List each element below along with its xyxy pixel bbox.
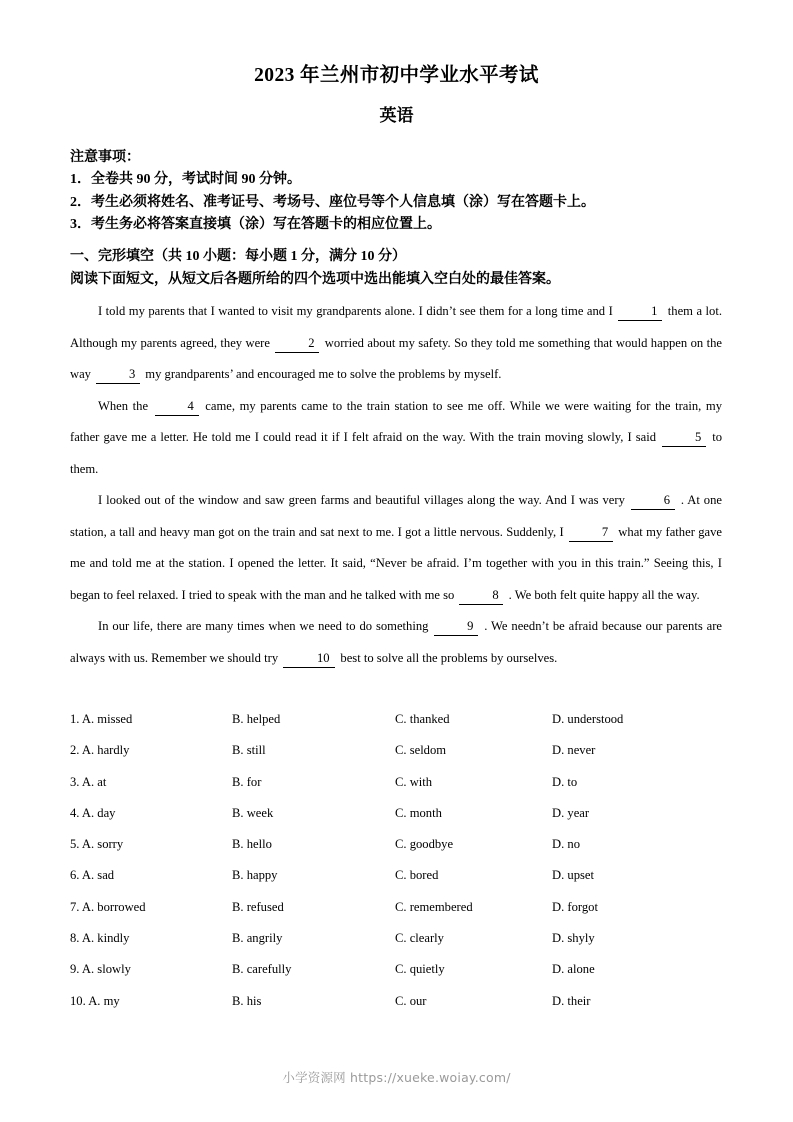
paragraph-1-text-4: my grandparents’ and encouraged me to solve the problems by myself. bbox=[142, 367, 502, 381]
option-choice-b[interactable]: B. happy bbox=[232, 868, 278, 883]
notice-item-3: 3．考生务必将答案直接填（涂）写在答题卡的相应位置上。 bbox=[70, 216, 441, 232]
option-choice-a[interactable]: 6. A. sad bbox=[70, 868, 115, 883]
option-choice-c[interactable]: C. our bbox=[395, 993, 427, 1008]
option-choice-b[interactable]: B. helped bbox=[232, 712, 281, 726]
option-choice-b[interactable]: B. angrily bbox=[232, 931, 283, 946]
option-choice-b[interactable]: B. hello bbox=[232, 837, 272, 852]
paragraph-2-text-2: came, my parents came to the train station to see me off. While we were waiting for the train, my father gave me a letter. He told me I could read it if I felt afraid on the way. With the train moving slowly, I said bbox=[70, 398, 722, 444]
option-choice-d[interactable]: D. year bbox=[552, 805, 590, 820]
answer-blank-1[interactable]: 1 bbox=[618, 303, 662, 321]
option-choice-a[interactable]: 4. A. day bbox=[70, 805, 116, 820]
option-choice-c[interactable]: C. goodbye bbox=[395, 837, 454, 852]
answer-blank-5[interactable]: 5 bbox=[662, 429, 706, 447]
option-choice-b[interactable]: B. refused bbox=[232, 899, 284, 914]
option-row bbox=[70, 829, 730, 860]
answer-blank-6[interactable]: 6 bbox=[631, 492, 675, 510]
option-row bbox=[70, 892, 730, 923]
option-row bbox=[70, 923, 730, 954]
paragraph-1-text-2: them a lot. Although my parents agreed, they were bbox=[70, 304, 722, 350]
answer-blank-4[interactable]: 4 bbox=[155, 398, 199, 416]
option-choice-a[interactable]: 9. A. slowly bbox=[70, 962, 131, 977]
section-heading: 一、完形填空（共 10 小题：每小题 1 分，满分 10 分） bbox=[70, 249, 406, 264]
cloze-passage bbox=[70, 296, 722, 674]
paragraph-1-text-3: worried about my safety. So they told me something that would happen on the way bbox=[70, 335, 722, 381]
section-instruction: 阅读下面短文，从短文后各题所给的四个选项中选出能填入空白处的最佳答案。 bbox=[70, 272, 560, 287]
notice-item-2: 2．考生必须将姓名、准考证号、考场号、座位号等个人信息填（涂）写在答题卡上。 bbox=[70, 194, 595, 210]
option-row bbox=[70, 986, 730, 1017]
option-choice-c[interactable]: C. seldom bbox=[395, 743, 447, 758]
page-title: 2023 年兰州市初中学业水平考试 bbox=[254, 65, 539, 86]
option-row bbox=[70, 798, 730, 829]
notice-block bbox=[70, 147, 730, 236]
option-choice-c[interactable]: C. month bbox=[395, 805, 442, 820]
option-choice-c[interactable]: C. with bbox=[395, 774, 433, 789]
option-row bbox=[70, 860, 730, 891]
notice-item-1: 1．全卷共 90 分，考试时间 90 分钟。 bbox=[70, 172, 301, 188]
paragraph-2-text-1: When the bbox=[98, 398, 153, 413]
option-choice-c[interactable]: C. clearly bbox=[395, 931, 444, 946]
option-choice-d[interactable]: D. never bbox=[552, 743, 596, 758]
paragraph-4-text-1: In our life, there are many times when we need to do something bbox=[98, 619, 433, 633]
option-choice-c[interactable]: C. bored bbox=[395, 868, 439, 883]
answer-blank-3[interactable]: 3 bbox=[96, 366, 140, 384]
option-choice-c[interactable]: C. remembered bbox=[395, 899, 473, 914]
answer-blank-9[interactable]: 9 bbox=[434, 618, 478, 636]
option-choice-a[interactable]: 7. A. borrowed bbox=[70, 899, 146, 914]
option-choice-b[interactable]: B. his bbox=[232, 993, 262, 1008]
option-row bbox=[70, 767, 730, 798]
option-choice-d[interactable]: D. shyly bbox=[552, 931, 595, 946]
passage-paragraph-2 bbox=[70, 391, 722, 486]
option-choice-a[interactable]: 5. A. sorry bbox=[70, 837, 124, 852]
option-choice-a[interactable]: 2. A. hardly bbox=[70, 743, 130, 758]
option-choice-d[interactable]: D. their bbox=[552, 993, 591, 1008]
paragraph-2-text-3: to them. bbox=[70, 430, 722, 476]
option-choice-b[interactable]: B. carefully bbox=[232, 962, 292, 977]
option-choice-a[interactable]: 1. A. missed bbox=[70, 712, 133, 726]
passage-paragraph-4 bbox=[70, 611, 722, 674]
option-row bbox=[70, 704, 730, 735]
answer-blank-10[interactable]: 10 bbox=[283, 650, 335, 668]
paragraph-4-text-2: . We needn’t be afraid because our parents are always with us. Remember we should try bbox=[70, 619, 722, 665]
option-choice-c[interactable]: C. thanked bbox=[395, 712, 450, 726]
option-choice-d[interactable]: D. to bbox=[552, 774, 578, 789]
paragraph-1-text-1: I told my parents that I wanted to visit my grandparents alone. I didn’t see them for a long time and I bbox=[98, 304, 617, 318]
passage-paragraph-1 bbox=[70, 296, 722, 391]
footer-watermark: 小学资源网 https://xueke.woiay.com/ bbox=[282, 1070, 511, 1085]
notice-heading: 注意事项： bbox=[70, 150, 140, 165]
option-choice-d[interactable]: D. forgot bbox=[552, 899, 598, 914]
option-choice-d[interactable]: D. alone bbox=[552, 962, 595, 977]
option-choice-d[interactable]: D. upset bbox=[552, 868, 594, 883]
option-choice-a[interactable]: 3. A. at bbox=[70, 774, 107, 789]
paragraph-3-text-3: what my father gave me and told me at the station. I opened the letter. It said, “Never be afraid. I’m together with you in this train.” Seeing this, I began to feel relaxed. I tried to speak with the man and he talked with me so bbox=[70, 524, 722, 602]
option-choice-d[interactable]: D. understood bbox=[552, 712, 624, 726]
paragraph-4-text-3: best to solve all the problems by ourselves. bbox=[337, 650, 558, 665]
option-choice-c[interactable]: C. quietly bbox=[395, 962, 445, 977]
option-choice-b[interactable]: B. week bbox=[232, 805, 274, 820]
option-row bbox=[70, 954, 730, 985]
option-choice-a[interactable]: 8. A. kindly bbox=[70, 931, 130, 946]
option-choice-d[interactable]: D. no bbox=[552, 837, 580, 852]
paragraph-3-text-4: . We both felt quite happy all the way. bbox=[505, 587, 700, 602]
option-row bbox=[70, 735, 730, 766]
section-heading-block bbox=[70, 245, 740, 291]
page-subtitle: 英语 bbox=[379, 106, 414, 125]
answer-blank-7[interactable]: 7 bbox=[569, 524, 613, 542]
option-choice-b[interactable]: B. still bbox=[232, 743, 266, 758]
answer-blank-8[interactable]: 8 bbox=[459, 587, 503, 605]
option-choice-b[interactable]: B. for bbox=[232, 774, 262, 789]
option-choice-a[interactable]: 10. A. my bbox=[70, 993, 120, 1008]
answer-blank-2[interactable]: 2 bbox=[275, 335, 319, 353]
paragraph-3-text-1: I looked out of the window and saw green farms and beautiful villages along the way. And I was very bbox=[98, 493, 629, 507]
answer-options-grid bbox=[70, 704, 730, 1017]
paragraph-3-text-2: . At one station, a tall and heavy man got on the train and sat next to me. I got a little nervous. Suddenly, I bbox=[70, 493, 722, 539]
passage-paragraph-3 bbox=[70, 485, 722, 611]
